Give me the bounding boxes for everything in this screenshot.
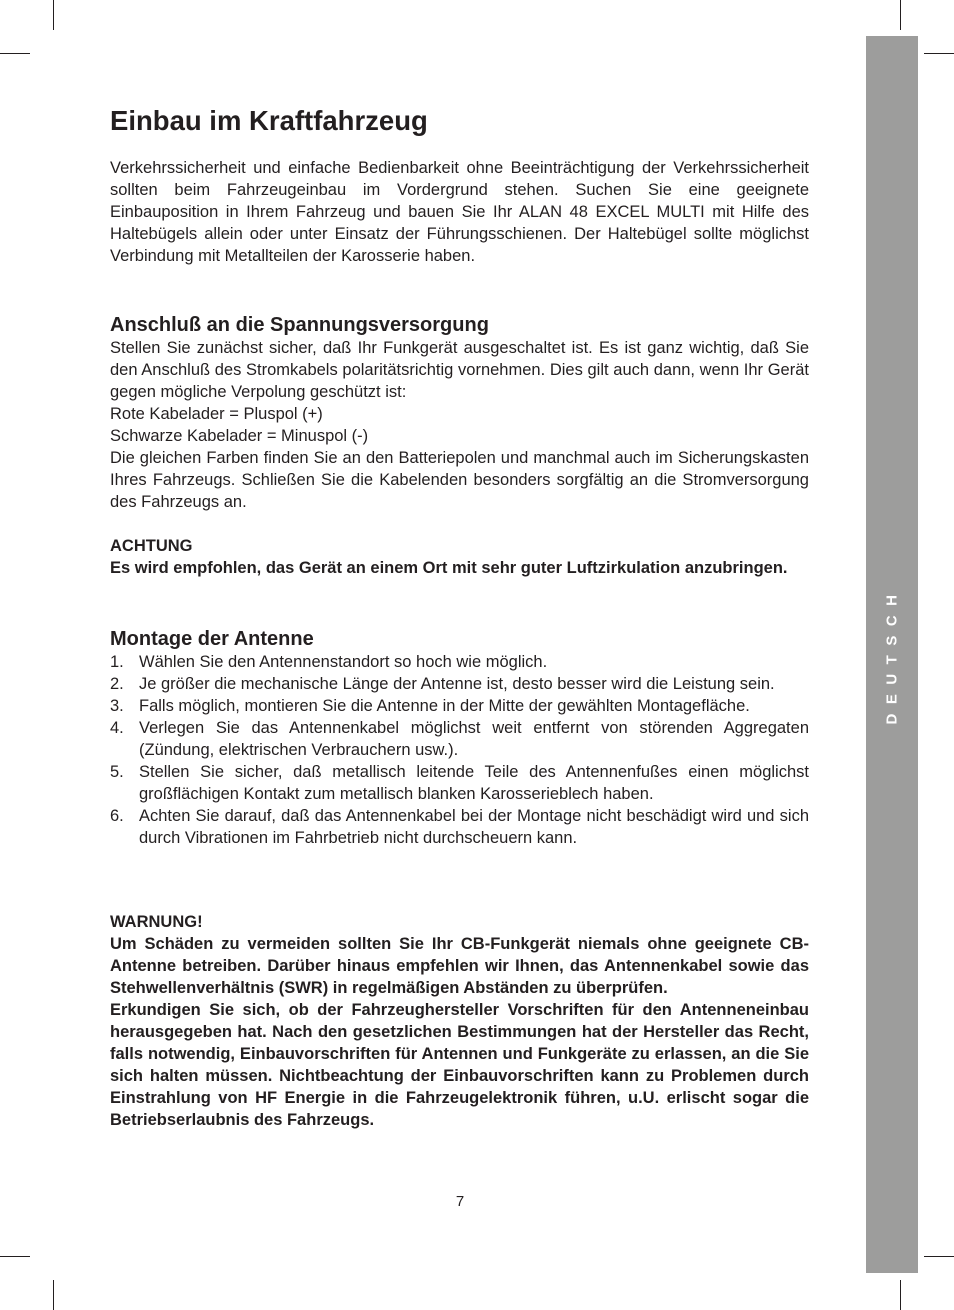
step-number: 6. [110, 807, 124, 825]
step-number: 3. [110, 697, 124, 715]
antenna-step [110, 651, 809, 673]
intro-section [110, 157, 809, 267]
warning-section [110, 911, 809, 1131]
power-heading: Anschluß an die Spannungsversorgung [110, 314, 489, 336]
attention-section [110, 535, 809, 579]
crop-mark-bottom-left-vertical [53, 1280, 54, 1310]
step-text: Verlegen Sie das Antennenkabel möglichst weit entfernt von störenden Aggregaten (Zündung, elektrischen Verbrauchern usw.). [139, 719, 809, 759]
antenna-heading: Montage der Antenne [110, 628, 314, 650]
warning-paragraph-2: Erkundigen Sie sich, ob der Fahrzeughersteller Vorschriften für den Antenneneinbau herausgegeben hat. Nach den gesetzlichen Bestimmungen hat der Hersteller das Recht, falls notwendig, Einbauvorschriften für Antennen und Funkgeräte zu erlassen, an die Sie sich halten müssen. Nichtbeachtung der Einbauvorschriften kann zu Problemen durch Einstrahlung von HF Energie in die Fahrzeugelektronik führen, u.U. erlischt sogar die Betriebserlaubnis des Fahrzeugs. [110, 1001, 809, 1129]
warning-heading: WARNUNG! [110, 913, 203, 931]
language-label-text: DEUTSCH [883, 585, 901, 725]
step-text: Stellen Sie sicher, daß metallisch leitende Teile des Antennenfußes einen möglichst großflächigen Kontakt zum metallisch blanken Karosserieblech haben. [139, 763, 809, 803]
crop-mark-bottom-left-horizontal [0, 1256, 30, 1257]
antenna-steps-list [110, 651, 809, 849]
crop-mark-top-right-vertical [900, 0, 901, 30]
step-number: 5. [110, 763, 124, 781]
step-number: 4. [110, 719, 124, 737]
step-text: Je größer die mechanische Länge der Antenne ist, desto besser wird die Leistung sein. [139, 675, 775, 693]
attention-text: Es wird empfohlen, das Gerät an einem Ort mit sehr guter Luftzirkulation anzubringen. [110, 559, 788, 577]
step-text: Achten Sie darauf, daß das Antennenkabel bei der Montage nicht beschädigt wird und sich durch Vibrationen im Fahrbetrieb nicht durchscheuern kann. [139, 807, 809, 847]
power-paragraph-2: Die gleichen Farben finden Sie an den Batteriepolen und manchmal auch im Sicherungskasten Ihres Fahrzeugs. Schließen Sie die Kabelenden besonders sorgfältig an die Stromversorgung des Fahrzeugs an. [110, 449, 809, 511]
antenna-step [110, 805, 809, 849]
page-title: Einbau im Kraftfahrzeug [110, 105, 428, 136]
attention-heading: ACHTUNG [110, 537, 193, 555]
crop-mark-bottom-right-horizontal [924, 1256, 954, 1257]
step-text: Wählen Sie den Antennenstandort so hoch wie möglich. [139, 653, 548, 671]
crop-mark-top-left-horizontal [0, 53, 30, 54]
antenna-step [110, 717, 809, 761]
crop-mark-bottom-right-vertical [900, 1280, 901, 1310]
step-number: 1. [110, 653, 124, 671]
antenna-step [110, 695, 809, 717]
antenna-step [110, 673, 809, 695]
page-number: 7 [455, 1193, 465, 1210]
step-text: Falls möglich, montieren Sie die Antenne in der Mitte der gewählten Montagefläche. [139, 697, 750, 715]
antenna-step [110, 761, 809, 805]
step-number: 2. [110, 675, 124, 693]
language-side-label [866, 580, 918, 730]
power-section [110, 313, 809, 513]
red-wire-line: Rote Kabelader = Pluspol (+) [110, 405, 323, 423]
black-wire-line: Schwarze Kabelader = Minuspol (-) [110, 427, 369, 445]
warning-paragraph-1: Um Schäden zu vermeiden sollten Sie Ihr CB-Funkgerät niemals ohne geeignete CB-Antenne betreiben. Darüber hinaus empfehlen wir Ihnen, das Antennenkabel sowie das Stehwellenverhältnis (SWR) in regelmäßigen Abständen zu überprüfen. [110, 935, 809, 997]
intro-paragraph: Verkehrssicherheit und einfache Bedienbarkeit ohne Beeinträchtigung der Verkehrssicherheit sollten beim Fahrzeugeinbau im Vordergrund stehen. Suchen Sie eine geeignete Einbauposition in Ihrem Fahrzeug und bauen Sie Ihr ALAN 48 EXCEL MULTI mit Hilfe des Haltebügels allein oder unter Einsatz der Führungsschienen. Der Haltebügel sollte möglichst Verbindung mit Metallteilen der Karosserie haben. [110, 159, 809, 265]
crop-mark-top-left-vertical [53, 0, 54, 30]
crop-mark-top-right-horizontal [924, 53, 954, 54]
power-paragraph-1: Stellen Sie zunächst sicher, daß Ihr Funkgerät ausgeschaltet ist. Es ist ganz wichtig, daß Sie den Anschluß des Stromkabels polaritätsrichtig vornehmen. Dies gilt auch dann, wenn Ihr Gerät gegen mögliche Verpolung geschützt ist: [110, 339, 809, 401]
antenna-section [110, 627, 809, 849]
